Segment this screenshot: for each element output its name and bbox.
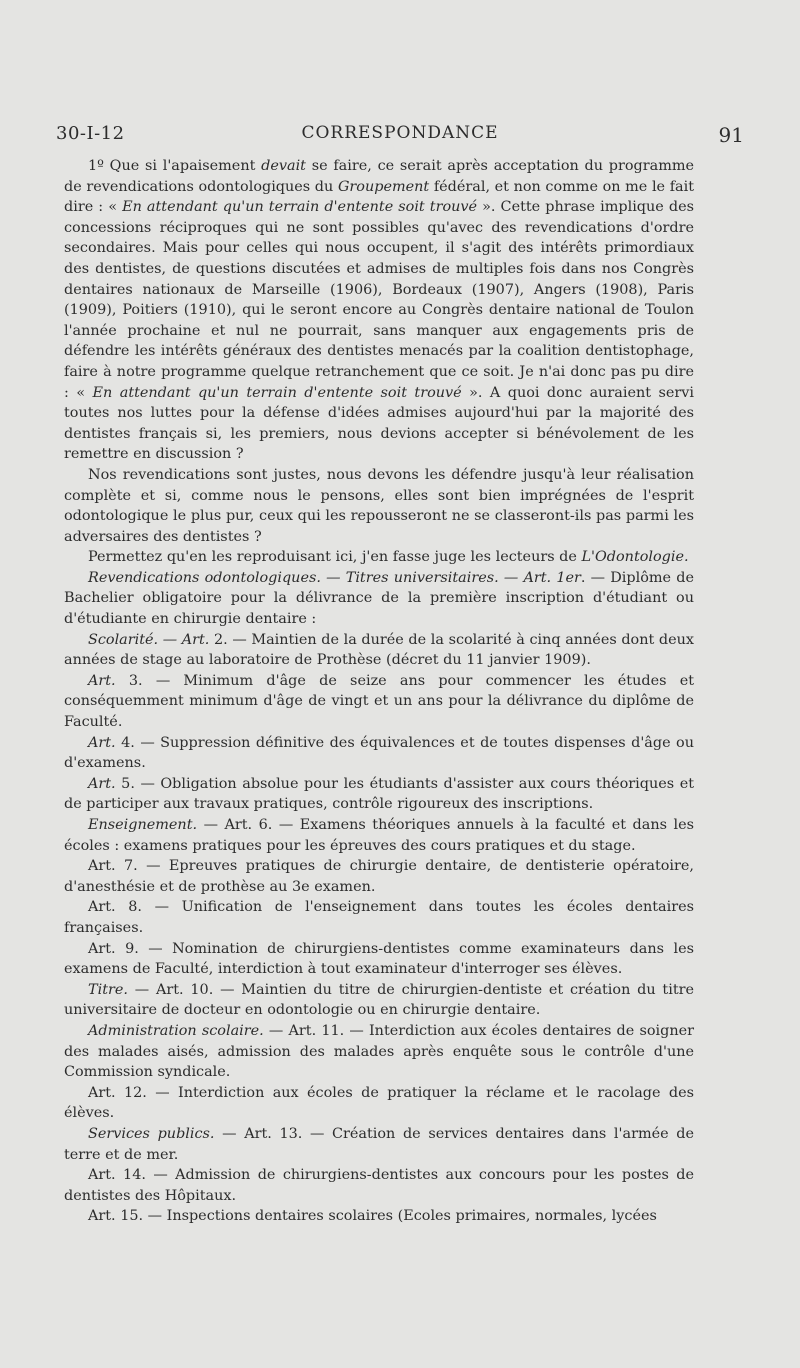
paragraph — [64, 1083, 694, 1124]
italic-text: Titre. — [88, 981, 128, 998]
header-title: CORRESPONDANCE — [301, 123, 499, 143]
paragraph — [64, 1021, 694, 1083]
paragraph — [64, 815, 694, 856]
text-run: Permettez qu'en les reproduisant ici, j'en fasse juge les lecteurs de — [88, 549, 582, 566]
italic-text: Art. — [88, 672, 116, 689]
italic-text: L'Odontologie. — [581, 549, 689, 566]
running-header — [56, 123, 744, 149]
text-run: Art. 12. — Interdiction aux écoles de pratiquer la réclame et le racolage des élèves. — [64, 1084, 694, 1122]
text-run: — Art. 13. — Création de services dentaires dans l'armée de terre et de mer. — [64, 1125, 694, 1163]
paragraph — [64, 1124, 694, 1165]
italic-text: devait — [261, 158, 306, 174]
text-run: ». A quoi donc auraient servi toutes nos luttes pour la défense d'idées admises aujourd'hui par la majorité des dentistes français si, les premiers, nous devions accepter si bénévolement de les remettre en discussion ? — [64, 384, 694, 463]
text-run: Art. 7. — Epreuves pratiques de chirurgie dentaire, de dentisterie opératoire, d'anesthésie et de prothèse au 3e examen. — [64, 858, 694, 895]
text-run: . — Diplôme de Bachelier obligatoire pour la délivrance de la première inscription d'étudiant ou d'étudiante en chirurgie dentaire : — [64, 569, 694, 628]
paragraph — [64, 1165, 694, 1206]
paragraph — [64, 939, 694, 980]
text-run: Art. 14. — Admission de chirurgiens-dentistes aux concours pour les postes de dentistes des Hôpitaux. — [64, 1167, 694, 1204]
italic-text: Revendications odontologiques. — Titres universitaires. — Art. — [88, 569, 557, 586]
italic-text: Services publics. — [88, 1125, 215, 1142]
text-run: Art. 15. — Inspections dentaires scolaires (Ecoles primaires, normales, lycées — [88, 1208, 657, 1225]
text-run: 5. — Obligation absolue pour les étudiants d'assister aux cours théoriques et de participer aux travaux pratiques, contrôle rigoureux des inscriptions. — [64, 775, 694, 813]
paragraph — [64, 897, 694, 938]
text-run: Art. 8. — Unification de l'enseignement dans toutes les écoles dentaires françaises. — [64, 899, 694, 936]
paragraph — [64, 630, 694, 671]
text-run: Nos revendications sont justes, nous devons les défendre jusqu'à leur réalisation complète et si, comme nous le pensons, elles sont bien imprégnées de l'esprit odontologique le plus pur, ceux qui les repousseront ne se classeront-ils pas parmi les adversaires des dentistes ? — [64, 466, 694, 545]
italic-text: Art. — [88, 734, 116, 751]
text-run: 3. — Minimum d'âge de seize ans pour commencer les études et conséquemment minimum d'âge de vingt et un ans pour la délivrance du diplôme de Faculté. — [64, 672, 694, 731]
text-run: fédéral, et non comme on me le fait dire : « — [64, 178, 694, 216]
header-date: 30-I-12 — [56, 123, 125, 144]
text-run: — Art. 10. — Maintien du titre de chirurgien-dentiste et création du titre universitaire de docteur en odontologie ou en chirurgie dentaire. — [64, 981, 694, 1019]
text-run: 2. — Maintien de la durée de la scolarité à cinq années dont deux années de stage au laboratoire de Prothèse (décret du 11 janvier 1909). — [64, 631, 694, 669]
italic-text: Groupement — [337, 178, 430, 195]
paragraph — [64, 547, 694, 568]
paragraph — [64, 1206, 694, 1227]
paragraph — [64, 856, 694, 897]
italic-text: Administration scolaire. — [88, 1022, 264, 1039]
italic-text: Art. — [88, 775, 116, 792]
text-run: — Art. 6. — Examens théoriques annuels à la faculté et dans les écoles : examens pratiques pour les épreuves des cours pratiques et du stage. — [64, 817, 694, 854]
italic-text: En attendant qu'un terrain d'entente soit trouvé — [122, 199, 478, 216]
paragraph — [64, 774, 694, 815]
article-body — [64, 156, 694, 1227]
page-number: 91 — [718, 123, 744, 147]
text-run: se faire, ce serait après acceptation du programme de revendications odontologiques du — [64, 158, 694, 195]
text-run: Art. 9. — Nomination de chirurgiens-dentistes comme examinateurs dans les examens de Faculté, interdiction à tout examinateur d'interroger ses élèves. — [64, 940, 694, 978]
paragraph — [64, 733, 694, 774]
text-run: 1º Que si l'apaisement — [88, 158, 262, 174]
paragraph — [64, 465, 694, 547]
text-run: — Art. 11. — Interdiction aux écoles dentaires de soigner des malades aisés, admission des malades après enquête sous le contrôle d'une Commission syndicale. — [64, 1022, 694, 1081]
italic-text: En attendant qu'un terrain d'entente soit trouvé — [92, 384, 462, 401]
text-run: ». Cette phrase implique des concessions réciproques qui ne sont possibles qu'avec des revendications d'ordre secondaires. Mais pour celles qui nous occupent, il s'agit des intérêts primordiaux des dentistes, de questions discutées et admises de multiples fois dans nos Congrès dentaires nationaux de Marseille (1906), Bordeaux (1907), Angers (1908), Paris (1909), Poitiers (1910), qui le seront encore au Congrès dentaire national de Toulon l'année prochaine et nul ne pourrait, sans manquer aux engagements pris de défendre les intérêts généraux des dentistes menacés par la coalition dentistophage, faire à notre programme quelque retranchement que ce soit. Je n'ai donc pas pu dire : « — [64, 199, 694, 401]
italic-text: Scolarité. — Art. — [88, 631, 210, 648]
paragraph — [64, 568, 694, 630]
paragraph — [64, 980, 694, 1021]
paragraph — [64, 671, 694, 733]
italic-text: Enseignement. — [88, 817, 198, 833]
italic-text: 1er — [556, 569, 581, 586]
text-run: 4. — Suppression définitive des équivalences et de toutes dispenses d'âge ou d'examens. — [64, 734, 694, 772]
paragraph — [64, 156, 694, 465]
